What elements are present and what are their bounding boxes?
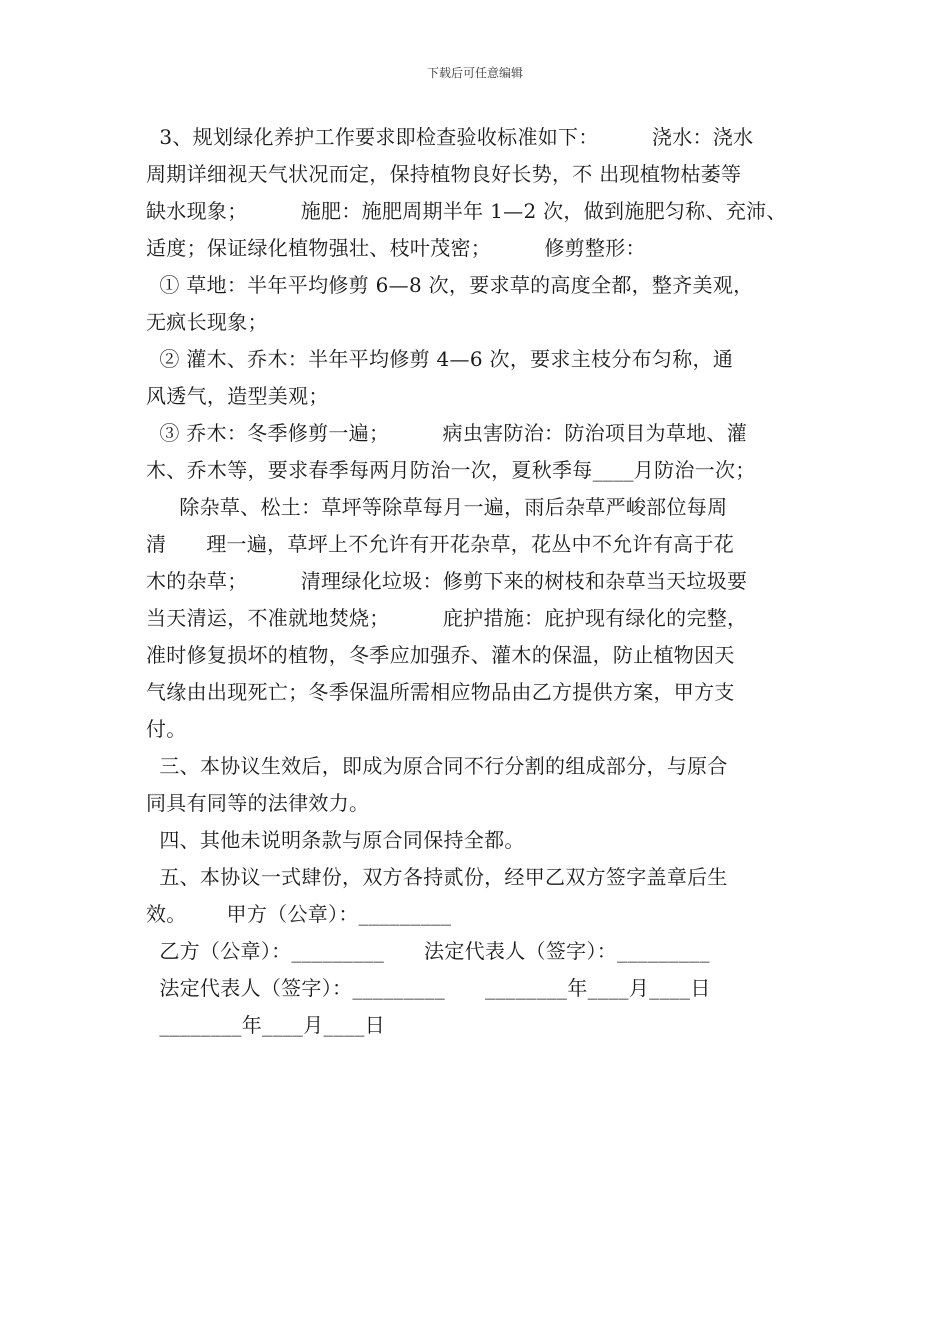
- text-line: 当天清运，不准就地焚烧； 庇护措施：庇护现有绿化的完整，: [146, 606, 748, 630]
- document-body: [146, 119, 814, 1044]
- text-line: 准时修复损坏的植物，冬季应加强乔、灌木的保温，防止植物因天: [146, 643, 735, 667]
- text-line: ② 灌木、乔木：半年平均修剪 4—6 次，要求主枝分布匀称，通: [146, 347, 734, 371]
- text-line: 木、乔木等，要求春季每两月防治一次，夏秋季每____月防治一次；: [146, 458, 756, 482]
- text-line: 适度；保证绿化植物强壮、枝叶茂密； 修剪整形：: [146, 236, 646, 260]
- text-line: 同具有同等的法律效力。: [146, 791, 370, 815]
- text-line: 清 理一遍，草坪上不允许有开花杂草，花丛中不允许有高于花: [146, 532, 735, 556]
- text-line: 效。 甲方（公章）：_________: [146, 902, 452, 926]
- text-line: 木的杂草； 清理绿化垃圾：修剪下来的树枝和杂草当天垃圾要: [146, 569, 748, 593]
- text-line: 无疯长现象；: [146, 310, 268, 334]
- text-line: ③ 乔木：冬季修剪一遍； 病虫害防治：防治项目为草地、灌: [146, 421, 748, 445]
- text-line: 缺水现象； 施肥：施肥周期半年 1—2 次，做到施肥匀称、充沛、: [146, 199, 787, 223]
- text-line: 3、规划绿化养护工作要求即检查验收标准如下： 浇水：浇水: [146, 125, 754, 149]
- text-line: 四、其他未说明条款与原合同保持全都。: [146, 828, 525, 852]
- signature-line-representative: 法定代表人（签字）：_________ ________年____月____日: [146, 976, 711, 1000]
- text-line: 周期详细视天气状况而定，保持植物良好长势，不 出现植物枯萎等: [146, 162, 742, 186]
- text-line: 五、本协议一式肆份，双方各持贰份，经甲乙双方签字盖章后生: [146, 865, 728, 889]
- date-line: ________年____月____日: [146, 1013, 386, 1037]
- text-line: 付。: [146, 717, 187, 741]
- page-header: 下载后可任意编辑: [426, 66, 523, 80]
- text-line: 风透气，造型美观；: [146, 384, 329, 408]
- signature-line-party-b: 乙方（公章）：_________ 法定代表人（签字）：_________: [146, 939, 710, 963]
- text-line: 气缘由出现死亡；冬季保温所需相应物品由乙方提供方案，甲方支: [146, 680, 735, 704]
- text-line: 三、本协议生效后，即成为原合同不行分割的组成部分，与原合: [146, 754, 728, 778]
- text-line: ① 草地：半年平均修剪 6—8 次，要求草的高度全都，整齐美观，: [146, 273, 754, 297]
- text-line: 除杂草、松土：草坪等除草每月一遍，雨后杂草严峻部位每周: [146, 495, 728, 519]
